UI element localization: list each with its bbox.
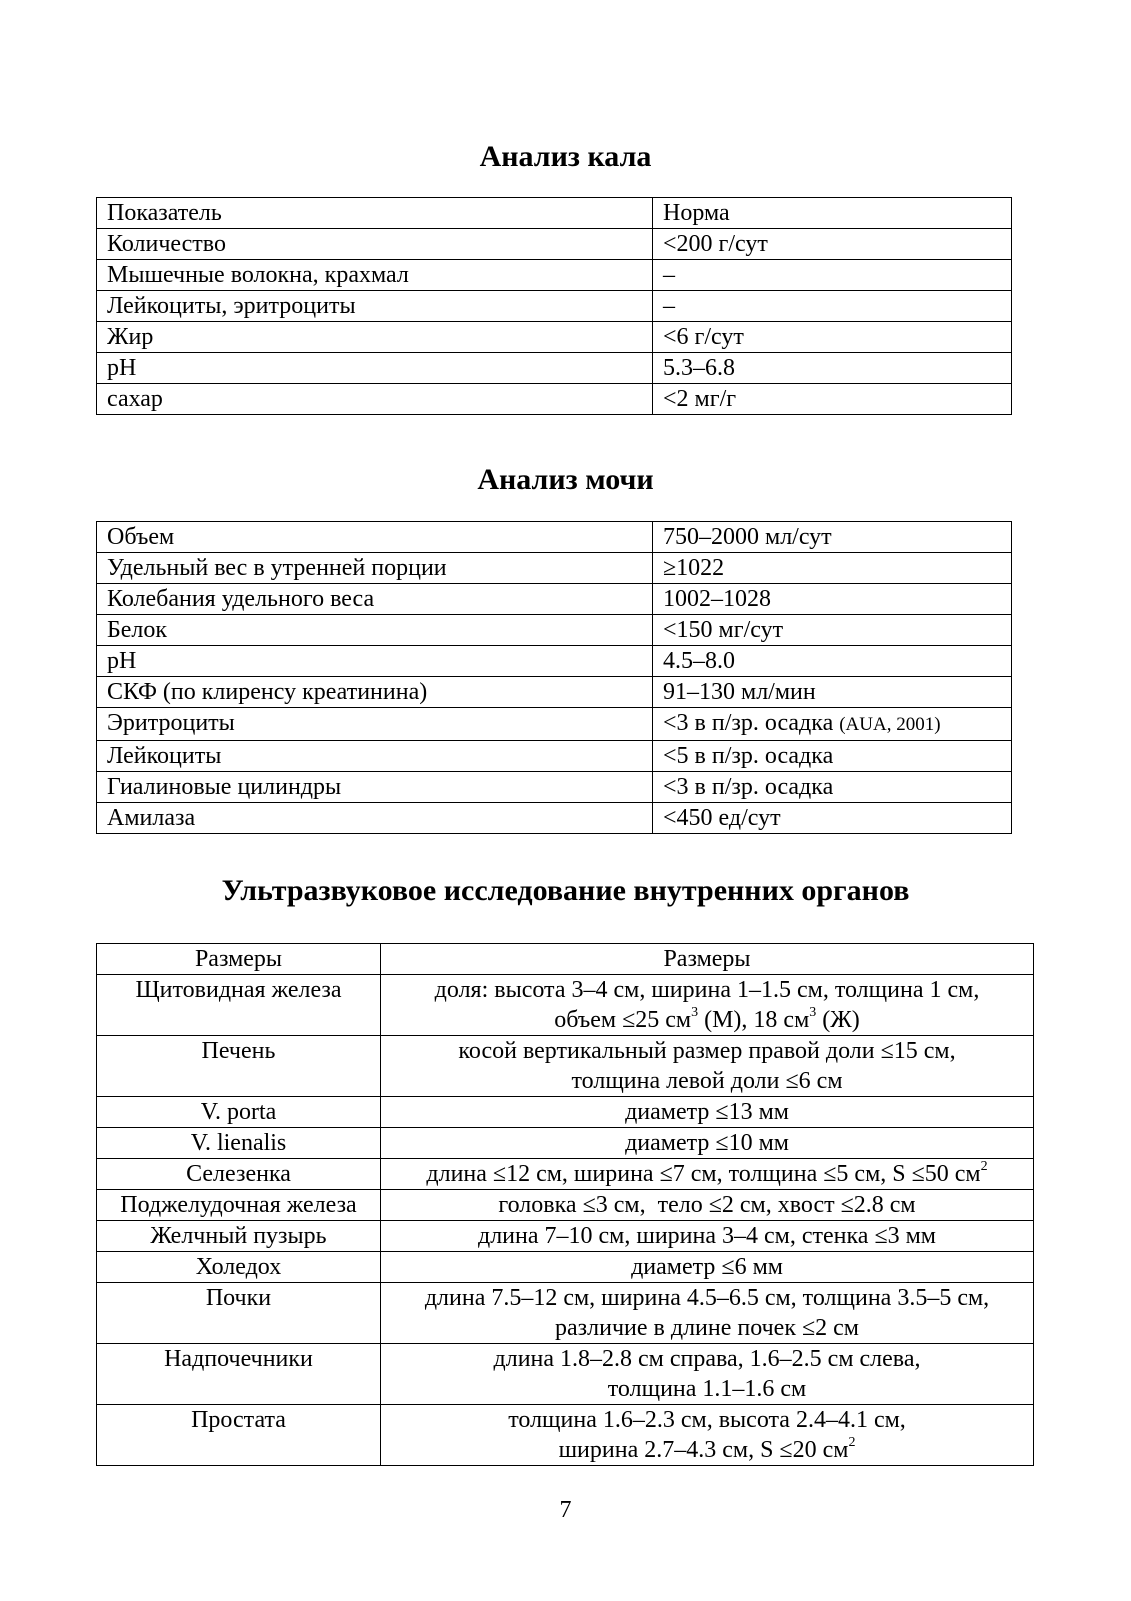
page-number: 7 (559, 1497, 572, 1523)
table-row (97, 584, 1012, 615)
size-cell (381, 1159, 1034, 1190)
urine-analysis-table (96, 521, 1012, 834)
table-row (97, 615, 1012, 646)
ultrasound-title: Ультразвуковое исследование внутренних органов (221, 874, 910, 907)
header-cell: Размеры (381, 944, 1034, 975)
parameter-cell: СКФ (по клиренсу креатинина) (97, 677, 653, 708)
table-row (97, 772, 1012, 803)
stool-analysis-table (96, 197, 1012, 415)
superscript: 3 (691, 1005, 699, 1020)
organ-cell: Щитовидная железа (97, 975, 381, 1036)
organ-cell: Печень (97, 1036, 381, 1097)
organ-cell: Селезенка (97, 1159, 381, 1190)
table-row (97, 553, 1012, 584)
parameter-cell: Лейкоциты, эритроциты (97, 291, 653, 322)
parameter-cell: pH (97, 353, 653, 384)
superscript: 3 (809, 1005, 817, 1020)
parameter-cell: Колебания удельного веса (97, 584, 653, 615)
table-row (97, 1221, 1034, 1252)
size-line: ширина 2.7–4.3 см, S ≤20 см (558, 1437, 849, 1463)
norm-cell: <5 в п/зр. осадка (653, 741, 1012, 772)
organ-cell: Простата (97, 1405, 381, 1466)
size-cell (381, 1036, 1034, 1097)
size-line: длина 1.8–2.8 см справа, 1.6–2.5 см слева, (493, 1346, 921, 1372)
norm-cell: Норма (653, 198, 1012, 229)
norm-cell: <2 мг/г (653, 384, 1012, 415)
table-row (97, 1159, 1034, 1190)
norm-cell: – (653, 260, 1012, 291)
size-line: длина 7.5–12 см, ширина 4.5–6.5 см, толщина 3.5–5 см, (424, 1285, 990, 1311)
table-row (97, 1405, 1034, 1466)
size-cell: диаметр ≤6 мм (381, 1252, 1034, 1283)
urine-analysis-title: Анализ мочи (477, 463, 654, 496)
parameter-cell: сахар (97, 384, 653, 415)
table-row (97, 198, 1012, 229)
table-row (97, 1036, 1034, 1097)
norm-cell: ≥1022 (653, 553, 1012, 584)
size-cell: головка ≤3 см, тело ≤2 см, хвост ≤2.8 см (381, 1190, 1034, 1221)
table-row (97, 1344, 1034, 1405)
norm-cell: <3 в п/зр. осадка (653, 772, 1012, 803)
size-line: длина ≤12 см, ширина ≤7 см, толщина ≤5 см, S ≤50 см (426, 1161, 981, 1187)
size-cell: диаметр ≤10 мм (381, 1128, 1034, 1159)
table-row (97, 708, 1012, 741)
table-row (97, 229, 1012, 260)
parameter-cell: Лейкоциты (97, 741, 653, 772)
table-row (97, 1283, 1034, 1344)
size-line: толщина 1.1–1.6 см (607, 1376, 807, 1402)
superscript: 2 (848, 1435, 856, 1450)
norm-value: <3 в п/зр. осадка (663, 710, 834, 736)
norm-cell: <6 г/сут (653, 322, 1012, 353)
organ-cell: Почки (97, 1283, 381, 1344)
size-cell: диаметр ≤13 мм (381, 1097, 1034, 1128)
norm-cell: 5.3–6.8 (653, 353, 1012, 384)
norm-cell: – (653, 291, 1012, 322)
parameter-cell: Жир (97, 322, 653, 353)
parameter-cell: Удельный вес в утренней порции (97, 553, 653, 584)
size-cell: длина 7–10 см, ширина 3–4 см, стенка ≤3 мм (381, 1221, 1034, 1252)
table-row (97, 646, 1012, 677)
size-line: различие в длине почек ≤2 см (555, 1315, 859, 1341)
size-line: (М), 18 см (698, 1007, 810, 1033)
ultrasound-table (96, 943, 1034, 1466)
stool-analysis-title: Анализ кала (479, 140, 652, 173)
table-row (97, 353, 1012, 384)
parameter-cell: Количество (97, 229, 653, 260)
size-cell (381, 1344, 1034, 1405)
parameter-cell: Эритроциты (97, 708, 653, 741)
table-row (97, 975, 1034, 1036)
parameter-cell: Амилаза (97, 803, 653, 834)
size-cell (381, 975, 1034, 1036)
size-line: толщина 1.6–2.3 см, высота 2.4–4.1 см, (508, 1407, 906, 1433)
organ-cell: V. lienalis (97, 1128, 381, 1159)
norm-cell: 750–2000 мл/сут (653, 522, 1012, 553)
organ-cell: Поджелудочная железа (97, 1190, 381, 1221)
norm-cell: 1002–1028 (653, 584, 1012, 615)
organ-cell: Надпочечники (97, 1344, 381, 1405)
size-line: объем ≤25 см (554, 1007, 692, 1033)
norm-cell: 4.5–8.0 (653, 646, 1012, 677)
table-row (97, 1252, 1034, 1283)
table-row (97, 1190, 1034, 1221)
organ-cell: V. porta (97, 1097, 381, 1128)
parameter-cell: Объем (97, 522, 653, 553)
parameter-cell: pH (97, 646, 653, 677)
parameter-cell: Мышечные волокна, крахмал (97, 260, 653, 291)
table-row (97, 741, 1012, 772)
table-row (97, 803, 1012, 834)
organ-cell: Желчный пузырь (97, 1221, 381, 1252)
organ-cell: Холедох (97, 1252, 381, 1283)
table-row (97, 1097, 1034, 1128)
size-line: (Ж) (816, 1007, 860, 1033)
parameter-cell: Гиалиновые цилиндры (97, 772, 653, 803)
source-note: (AUA, 2001) (839, 714, 941, 735)
header-cell: Размеры (97, 944, 381, 975)
norm-cell: 91–130 мл/мин (653, 677, 1012, 708)
table-header-row (97, 944, 1034, 975)
table-row (97, 322, 1012, 353)
parameter-cell: Белок (97, 615, 653, 646)
norm-cell: <150 мг/сут (653, 615, 1012, 646)
norm-cell: <200 г/сут (653, 229, 1012, 260)
norm-cell (653, 708, 1012, 741)
table-row (97, 522, 1012, 553)
norm-cell: <450 ед/сут (653, 803, 1012, 834)
table-row (97, 384, 1012, 415)
table-row (97, 260, 1012, 291)
size-cell (381, 1405, 1034, 1466)
table-row (97, 1128, 1034, 1159)
table-row (97, 291, 1012, 322)
size-line: доля: высота 3–4 см, ширина 1–1.5 см, толщина 1 см, (434, 977, 980, 1003)
table-row (97, 677, 1012, 708)
size-cell (381, 1283, 1034, 1344)
size-line: косой вертикальный размер правой доли ≤15 см, (458, 1038, 956, 1064)
size-line: толщина левой доли ≤6 см (571, 1068, 843, 1094)
parameter-cell: Показатель (97, 198, 653, 229)
superscript: 2 (980, 1159, 988, 1174)
